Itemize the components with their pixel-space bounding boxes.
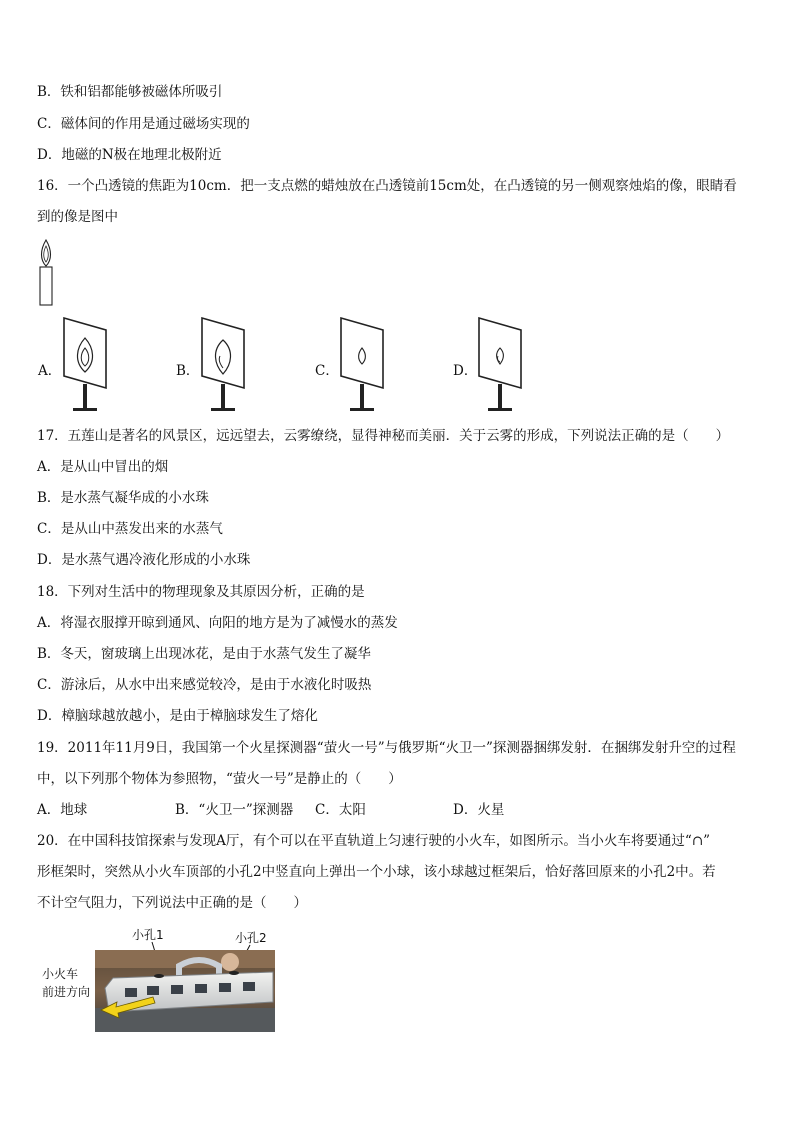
q16-option-a-label: A． (38, 363, 62, 379)
q15-option-b: B．铁和铝都能够被磁体所吸引 (37, 84, 223, 100)
q17-option-d: D．是水蒸气遇冷液化形成的小水珠 (37, 552, 251, 568)
q20-stem-line2: 形框架时，突然从小火车顶部的小孔2中竖直向上弹出一个小球，该小球越过框架后，恰好落回原来的小孔2中。若 (37, 864, 716, 880)
q16-stem-line1: 16．一个凸透镜的焦距为10cm．把一支点燃的蜡烛放在凸透镜前15cm处，在凸透镜的另一侧观察烛焰的像，眼睛看 (37, 178, 737, 194)
q19-stem-line2: 中，以下列那个物体为参照物，“萤火一号”是静止的（ ） (37, 771, 402, 787)
q16-option-c-label: C． (315, 363, 339, 379)
q20-stem-line3: 不计空气阻力，下列说法中正确的是（ ） (37, 895, 307, 911)
q19-option-a: A．地球 (37, 802, 88, 818)
q19-option-c: C．太阳 (315, 802, 366, 818)
q19-option-d: D．火星 (453, 802, 505, 818)
q18-stem: 18．下列对生活中的物理现象及其原因分析，正确的是 (37, 584, 365, 600)
hole1-caption: 小孔1 (132, 928, 164, 942)
q18-option-d: D．樟脑球越放越小，是由于樟脑球发生了熔化 (37, 708, 318, 724)
q17-option-c: C．是从山中蒸发出来的水蒸气 (37, 521, 223, 537)
q20-stem-line1: 20．在中国科技馆探索与发现A厅，有个可以在平直轨道上匀速行驶的小火车，如图所示。当小火车将要通过“∩” (37, 833, 711, 849)
q16-option-b-label: B． (176, 363, 200, 379)
q18-option-a: A．将湿衣服撑开晾到通风、向阳的地方是为了减慢水的蒸发 (37, 615, 398, 631)
q15-option-c: C．磁体间的作用是通过磁场实现的 (37, 116, 250, 132)
q15-option-d: D．地磁的N极在地理北极附近 (37, 147, 222, 163)
q19-option-b: B．“火卫一”探测器 (175, 802, 294, 818)
hole2-caption: 小孔2 (235, 931, 267, 945)
q16-stem-line2: 到的像是图中 (37, 209, 118, 225)
direction-caption-line2: 前进方向 (42, 985, 91, 999)
q19-stem-line1: 19．2011年11月9日，我国第一个火星探测器“萤火一号”与俄罗斯“火卫一”探测器捆绑发射．在捆绑发射升空的过程 (37, 740, 736, 756)
q18-option-b: B．冬天，窗玻璃上出现冰花，是由于水蒸气发生了凝华 (37, 646, 371, 662)
train-photo (95, 950, 275, 1032)
q16-option-d-label: D． (453, 363, 478, 379)
q17-stem: 17．五莲山是著名的风景区，远远望去，云雾缭绕，显得神秘而美丽．关于云雾的形成，下列说法正确的是（ ） (37, 428, 730, 444)
q18-option-c: C．游泳后，从水中出来感觉较冷，是由于水液化时吸热 (37, 677, 372, 693)
direction-caption-line1: 小火车 (42, 967, 79, 981)
q17-option-b: B．是水蒸气凝华成的小水珠 (37, 490, 209, 506)
q17-option-a: A．是从山中冒出的烟 (37, 459, 169, 475)
